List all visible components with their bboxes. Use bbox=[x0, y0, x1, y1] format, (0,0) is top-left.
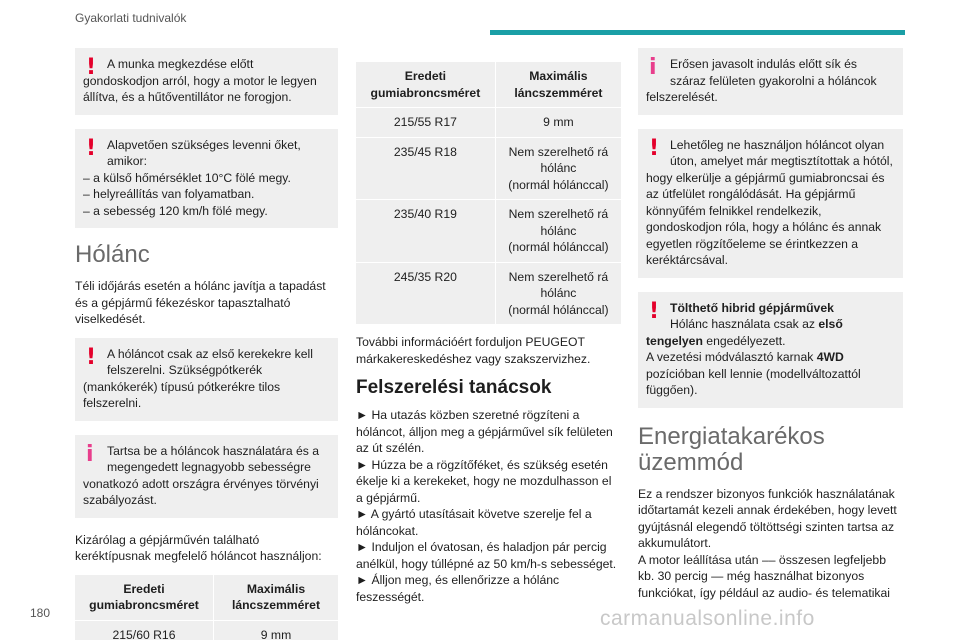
warning-text-line bbox=[646, 316, 895, 333]
warning-text: (mankókerék) típusú pótkerékre tilos felszerelni. bbox=[83, 379, 281, 410]
warning-text: pozícióban kell lennie (modellváltozattól függően). bbox=[646, 366, 861, 397]
warning-icon: ! bbox=[649, 298, 660, 324]
warning-text: gondoskodjon arról, hogy a motor le legyen állítva, és a hűtőventillátor ne forogjon. bbox=[83, 73, 317, 104]
table-row bbox=[356, 137, 621, 200]
step-item: ► A gyártó utasításait követve szerelje fel a hóláncokat. bbox=[356, 507, 592, 538]
column-middle bbox=[356, 62, 621, 605]
table-cell: 9 mm bbox=[495, 108, 621, 138]
warning-text: engedélyezett. bbox=[702, 333, 786, 348]
info-text-second: száraz felületen gyakorolni a hóláncok bbox=[670, 73, 877, 88]
paragraph: Kizárólag a gépjárművén található keréktípusnak megfelelő hóláncot használjon: bbox=[75, 532, 322, 563]
table-cell: 9 mm bbox=[213, 620, 338, 640]
table-row bbox=[356, 200, 621, 263]
warning-box-remove bbox=[75, 129, 338, 229]
section-heading-fitting-tips: Felszerelési tanácsok bbox=[356, 377, 552, 398]
warning-text: A vezetési módválasztó karnak bbox=[646, 350, 817, 364]
table-row bbox=[356, 262, 621, 324]
info-text: felszerelését. bbox=[646, 90, 718, 104]
table-cell: Nem szerelhető rá hólánc (normál hólánccal) bbox=[495, 137, 621, 200]
warning-title: Tölthető hibrid gépjárművek bbox=[670, 300, 834, 315]
warning-text-second: úton, amelyet már megtisztítottak a hótól, bbox=[670, 154, 893, 168]
info-box-practice bbox=[638, 48, 903, 115]
info-text-second: megengedett legnagyobb sebességre bbox=[107, 460, 311, 474]
warning-emphasis: 4WD bbox=[816, 350, 844, 364]
info-text-first: Erősen javasolt indulás előtt sík és bbox=[670, 57, 857, 71]
warning-box-front-wheels bbox=[75, 338, 338, 421]
table-row bbox=[75, 620, 338, 640]
warning-box-cleared-roads bbox=[638, 129, 903, 278]
table-cell: Nem szerelhető rá hólánc (normál hólánccal) bbox=[495, 262, 621, 324]
warning-text-line bbox=[646, 349, 895, 366]
step-item: ► Álljon meg, és ellenőrizze a hólánc feszességét. bbox=[356, 573, 560, 604]
warning-icon: ! bbox=[86, 344, 97, 370]
table-cell: 245/35 R20 bbox=[356, 262, 495, 324]
table-header: Maximális láncszemméret bbox=[213, 575, 338, 621]
table-row bbox=[356, 108, 621, 138]
step-item: ► Induljon el óvatosan, és haladjon pár percig anélkül, hogy túllépné az 50 km/h-s sebességet. bbox=[356, 540, 617, 571]
table-cell: 235/45 R18 bbox=[356, 137, 495, 200]
warning-text-line bbox=[646, 333, 895, 350]
warning-text-first: A hóláncot csak az első kerekekre kell bbox=[107, 346, 313, 361]
info-icon: i bbox=[649, 55, 657, 80]
warning-text-second: amikor: bbox=[107, 154, 147, 168]
warning-text-second: felszerelni. Szükségpótkerék bbox=[107, 363, 263, 377]
header-accent-bar bbox=[490, 30, 905, 35]
watermark: carmanualsonline.info bbox=[600, 607, 815, 630]
table-cell: 235/40 R19 bbox=[356, 200, 495, 263]
info-text: vonatkozó adott országra érvényes törvényi szabályozást. bbox=[83, 476, 319, 507]
warning-text-first: A munka megkezdése előtt bbox=[107, 57, 254, 71]
table-header: Maximális láncszemméret bbox=[495, 62, 621, 108]
warning-emphasis: tengelyen bbox=[646, 333, 703, 348]
warning-text-first: Alapvetően szükséges levenni őket, bbox=[107, 137, 301, 152]
warning-emphasis: első bbox=[818, 317, 843, 331]
step-list bbox=[356, 407, 621, 605]
section-heading-snow-chains: Hólánc bbox=[75, 241, 150, 268]
list-item: – a sebesség 120 km/h fölé megy. bbox=[83, 203, 268, 218]
column-right bbox=[638, 48, 903, 611]
info-box-regulations bbox=[75, 435, 338, 518]
list-item: – a külső hőmérséklet 10°C fölé megy. bbox=[83, 170, 291, 185]
warning-text: hogy elkerülje a gépjármű gumiabroncsai és az útfelület rongálódását. Ha gépjármű könnyűfém felnikkel rendelkezik, gondoskodjon róla, hogy a hólánc és annak egyetlen rögzítőeleme se érintkezzen a keréktárcsával. bbox=[646, 170, 885, 267]
paragraph: A motor leállítása után –– összesen legfeljebb kb. 30 percig — még használhat bizonyos funkciókat, így például az audio- és telematikai bbox=[638, 552, 891, 600]
warning-icon: ! bbox=[649, 135, 660, 161]
step-item: ► Húzza be a rögzítőféket, és szükség esetén ékelje ki a kerekeket, hogy ne mozdulhasson el a gépjármű. bbox=[356, 457, 612, 505]
paragraph: Ez a rendszer bizonyos funkciók használatának időtartamát kezeli annak érdekében, hogy levett gyújtásnál elegendő töltöttségi szinten tartsa az akkumulátort. bbox=[638, 486, 897, 550]
paragraph: További információért forduljon PEUGEOT márkakereskedéshez vagy szakszervizhez. bbox=[356, 335, 591, 366]
tyre-chain-table bbox=[75, 575, 338, 640]
tyre-chain-table bbox=[356, 62, 621, 324]
paragraph: Téli időjárás esetén a hólánc javítja a tapadást és a gépjármű fékezéskor tapasztalható viselkedését. bbox=[75, 279, 326, 326]
warning-box-hybrid bbox=[638, 292, 903, 408]
list-item: – helyreállítás van folyamatban. bbox=[83, 187, 255, 201]
table-cell: Nem szerelhető rá hólánc (normál hólánccal) bbox=[495, 200, 621, 263]
page-number: 180 bbox=[30, 606, 51, 620]
table-header: Eredeti gumiabroncsméret bbox=[75, 575, 213, 621]
table-header: Eredeti gumiabroncsméret bbox=[356, 62, 495, 108]
step-item: ► Ha utazás közben szeretné rögzíteni a hóláncot, álljon meg a gépjárművel sík felületen az út szélén. bbox=[356, 408, 613, 455]
running-header: Gyakorlati tudnivalók bbox=[75, 11, 187, 25]
table-cell: 215/60 R16 bbox=[75, 620, 213, 640]
warning-box-engine bbox=[75, 48, 338, 115]
column-left bbox=[75, 48, 338, 640]
warning-text-first: Lehetőleg ne használjon hóláncot olyan bbox=[670, 137, 885, 152]
warning-icon: ! bbox=[86, 135, 97, 161]
section-heading-energy-saving: Energiatakarékos üzemmód bbox=[638, 422, 825, 476]
warning-text: Hólánc használata csak az bbox=[670, 317, 819, 331]
warning-icon: ! bbox=[86, 55, 97, 80]
table-cell: 215/55 R17 bbox=[356, 108, 495, 138]
info-text-first: Tartsa be a hóláncok használatára és a bbox=[107, 443, 320, 458]
info-icon: i bbox=[86, 441, 94, 467]
